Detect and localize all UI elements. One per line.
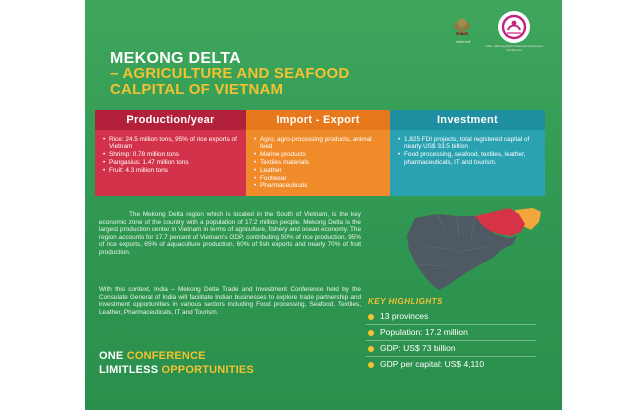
- key-highlight-item: Population: 17.2 million: [368, 327, 468, 337]
- divider: [366, 340, 536, 341]
- production-heading: Production/year: [95, 110, 246, 130]
- slogan-conference: CONFERENCE: [126, 350, 206, 362]
- slogan-opportunities: OPPORTUNITIES: [161, 364, 254, 376]
- conference-logo-caption: India - Mekong Delta Trade and Investment Conference: [485, 44, 543, 52]
- trade-item: • Agro, agro-processing products, animal feed: [254, 136, 384, 151]
- production-item: • Rice: 24.5 million tons, 95% of rice exports of Vietnam: [103, 136, 240, 151]
- context-paragraph: With this context, India – Mekong Delta Trade and Investment Conference held by the Consulate General of India will facilitate Indian businesses to explore trade partnership and investment opportunities in various sectors including Food processing, Seafood, Textiles, Leather, Pharmaceuticals, IT and Tourism.: [99, 286, 361, 316]
- key-highlight-item: GDP: US$ 73 billion: [368, 343, 456, 353]
- bullet-icon: [368, 346, 374, 352]
- investment-item: • 1,825 FDI projects, total registered capital of nearly US$ 33.5 billion: [398, 136, 539, 151]
- production-column: [95, 110, 246, 196]
- title-subtitle-line1: – AGRICULTURE AND SEAFOOD: [110, 65, 350, 82]
- bullet-icon: [368, 314, 374, 320]
- trade-item: • Footwear: [254, 175, 384, 182]
- slogan-line-2: [99, 364, 254, 376]
- key-highlight-item: GDP per capital: US$ 4,110: [368, 359, 484, 369]
- bullet-icon: [368, 330, 374, 336]
- investment-item: • Food processing, seafood, textiles, leather, pharmaceuticals, IT and tourism.: [398, 151, 539, 166]
- production-item: • Pangasius: 1.47 million tons: [103, 159, 240, 166]
- trade-item: • Leather: [254, 167, 384, 174]
- trade-item: • Textiles materials: [254, 159, 384, 166]
- poster: [85, 0, 562, 410]
- slogan-limitless: LIMITLESS: [99, 364, 159, 376]
- production-item: • Fruit: 4.3 million tons: [103, 167, 240, 174]
- slogan-line-1: [99, 350, 206, 362]
- national-emblem-icon: [452, 14, 472, 40]
- slogan-one: ONE: [99, 350, 124, 362]
- intro-paragraph: The Mekong Delta region which is located in the South of Vietnam, is the key economic zone of the country with a population of 17.2 million people. Mekong Delta is the largest production center in Vietnam in terms of agriculture, fishery and ocean economy. The region accounts for 17.7 percent of Vietnam's GDP, contributing 50% of rice production, 95% of rice exports, 65% of aquaculture production, 60% of fish exports and nearly 70% of fruit production.: [99, 211, 361, 256]
- import-export-column: [246, 110, 390, 196]
- title-mekong-delta: MEKONG DELTA: [110, 50, 241, 67]
- import-export-heading: Import - Export: [246, 110, 390, 130]
- trade-item: • Pharmaceuticals: [254, 182, 384, 189]
- production-item: • Shrimp: 0.78 million tons: [103, 151, 240, 158]
- divider: [366, 356, 536, 357]
- bullet-icon: [368, 362, 374, 368]
- title-subtitle-line2: CALPITAL OF VIETNAM: [110, 81, 284, 98]
- mekong-delta-map: [397, 206, 547, 298]
- divider: [366, 324, 536, 325]
- trade-item: • Marine products: [254, 151, 384, 158]
- emblem-caption: सत्यमेव जयते: [455, 40, 471, 44]
- title-subtitle: [110, 66, 349, 98]
- investment-column: [390, 110, 545, 196]
- key-highlight-item: 13 provinces: [368, 311, 428, 321]
- conference-logo-icon: [498, 11, 530, 43]
- investment-heading: Investment: [390, 110, 545, 130]
- key-highlights-title: KEY HIGHLIGHTS: [368, 297, 443, 306]
